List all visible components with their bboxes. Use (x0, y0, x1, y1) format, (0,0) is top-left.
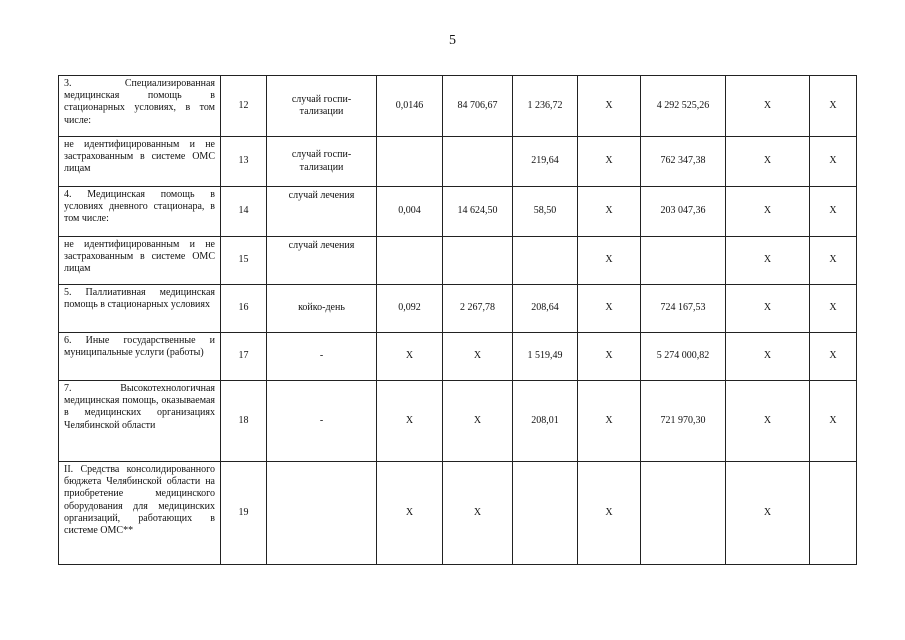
row-norm-volume (377, 237, 443, 285)
row-unit: койко-день (267, 285, 377, 333)
row-line-number: 16 (221, 285, 267, 333)
row-per-capita: 208,64 (513, 285, 578, 333)
row-norm-cost: 84 706,67 (443, 76, 513, 137)
row-percent: X (810, 137, 857, 187)
row-total-oms: X (726, 462, 810, 565)
row-unit: случай лечения (267, 187, 377, 237)
page-number: 5 (449, 33, 456, 48)
row-name: 6. Иные государственные и муниципальные услуги (работы) (59, 333, 221, 381)
row-line-number: 14 (221, 187, 267, 237)
row-unit: - (267, 333, 377, 381)
row-total-budget: 724 167,53 (641, 285, 726, 333)
financing-table (58, 75, 857, 565)
row-norm-volume (377, 137, 443, 187)
row-total-oms: X (726, 381, 810, 462)
row-per-capita: 219,64 (513, 137, 578, 187)
row-per-capita-oms: X (578, 137, 641, 187)
row-per-capita-oms: X (578, 187, 641, 237)
row-per-capita-oms: X (578, 333, 641, 381)
row-unit (267, 462, 377, 565)
row-norm-cost: 14 624,50 (443, 187, 513, 237)
row-name: не идентифицированным и не застрахованным в системе ОМС лицам (59, 237, 221, 285)
table-row (59, 137, 857, 187)
row-per-capita: 58,50 (513, 187, 578, 237)
row-total-oms: X (726, 333, 810, 381)
row-total-budget: 762 347,38 (641, 137, 726, 187)
row-per-capita-oms: X (578, 237, 641, 285)
row-total-oms: X (726, 76, 810, 137)
table-row (59, 381, 857, 462)
row-name: 4. Медицинская помощь в условиях дневного стационара, в том числе: (59, 187, 221, 237)
row-line-number: 18 (221, 381, 267, 462)
row-percent: X (810, 187, 857, 237)
row-per-capita-oms: X (578, 462, 641, 565)
row-name: 5. Паллиативная медицинская помощь в стационарных условиях (59, 285, 221, 333)
row-norm-volume: X (377, 381, 443, 462)
row-percent (810, 462, 857, 565)
row-percent: X (810, 237, 857, 285)
row-per-capita: 1 519,49 (513, 333, 578, 381)
table-row (59, 237, 857, 285)
row-norm-cost (443, 137, 513, 187)
row-total-oms: X (726, 137, 810, 187)
row-name: 7. Высокотехнологичная медицинская помощь, оказываемая в медицинских организациях Челябинской области (59, 381, 221, 462)
row-unit: случай госпи-тализации (267, 137, 377, 187)
row-total-oms: X (726, 187, 810, 237)
row-norm-cost: X (443, 333, 513, 381)
row-total-budget (641, 462, 726, 565)
row-unit: - (267, 381, 377, 462)
row-total-oms: X (726, 237, 810, 285)
row-unit: случай госпи-тализации (267, 76, 377, 137)
row-norm-cost: X (443, 462, 513, 565)
row-norm-cost (443, 237, 513, 285)
row-total-budget (641, 237, 726, 285)
table-row (59, 333, 857, 381)
row-name: 3. Специализированная медицинская помощь в стационарных условиях, в том числе: (59, 76, 221, 137)
row-per-capita: 1 236,72 (513, 76, 578, 137)
row-per-capita-oms: X (578, 76, 641, 137)
row-line-number: 17 (221, 333, 267, 381)
table-row (59, 285, 857, 333)
row-norm-volume: X (377, 462, 443, 565)
row-name: не идентифицированным и не застрахованным в системе ОМС лицам (59, 137, 221, 187)
row-total-budget: 5 274 000,82 (641, 333, 726, 381)
row-norm-volume: 0,092 (377, 285, 443, 333)
row-name: II. Средства консолидированного бюджета Челябинской области на приобретение медицинского оборудования для медицинских организаций, работающих в системе ОМС** (59, 462, 221, 565)
table-row (59, 462, 857, 565)
row-total-budget: 203 047,36 (641, 187, 726, 237)
row-per-capita-oms: X (578, 381, 641, 462)
row-per-capita (513, 237, 578, 285)
row-total-budget: 721 970,30 (641, 381, 726, 462)
row-line-number: 19 (221, 462, 267, 565)
row-total-budget: 4 292 525,26 (641, 76, 726, 137)
row-percent: X (810, 76, 857, 137)
row-norm-volume: X (377, 333, 443, 381)
row-unit: случай лечения (267, 237, 377, 285)
row-per-capita (513, 462, 578, 565)
table-row (59, 76, 857, 137)
row-norm-volume: 0,004 (377, 187, 443, 237)
row-percent: X (810, 381, 857, 462)
row-norm-volume: 0,0146 (377, 76, 443, 137)
table-row (59, 187, 857, 237)
row-line-number: 13 (221, 137, 267, 187)
row-norm-cost: X (443, 381, 513, 462)
row-per-capita: 208,01 (513, 381, 578, 462)
row-line-number: 15 (221, 237, 267, 285)
row-total-oms: X (726, 285, 810, 333)
row-line-number: 12 (221, 76, 267, 137)
row-norm-cost: 2 267,78 (443, 285, 513, 333)
row-percent: X (810, 333, 857, 381)
row-percent: X (810, 285, 857, 333)
row-per-capita-oms: X (578, 285, 641, 333)
